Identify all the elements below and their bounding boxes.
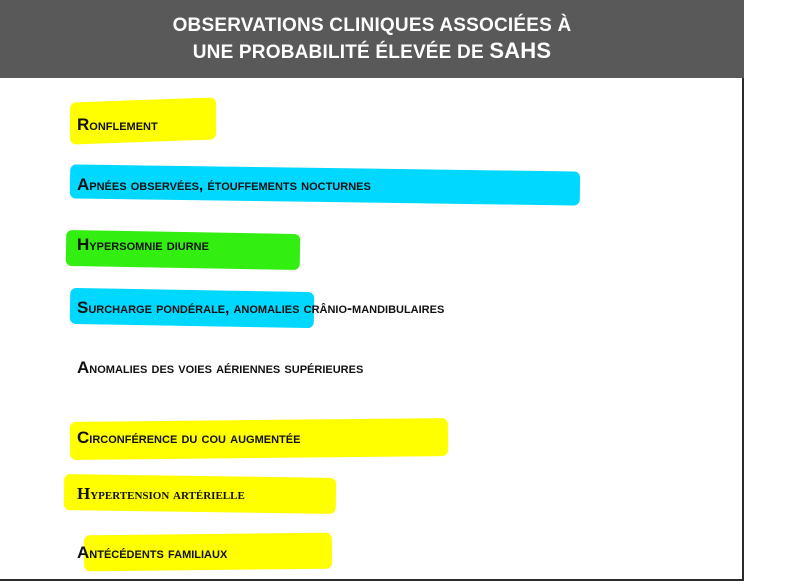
list-item-surcharge: Surcharge pondérale, anomalies crânio-mandibulaires bbox=[77, 298, 445, 317]
list-item-voies-aeriennes: Anomalies des voies aériennes supérieures bbox=[77, 358, 364, 377]
title-line-2 bbox=[0, 38, 744, 65]
list-item-hypersomnie: Hypersomnie diurne bbox=[77, 235, 209, 254]
title-acronym: SAHS bbox=[489, 38, 552, 63]
list-item-circonference: Circonférence du cou augmentée bbox=[77, 428, 301, 447]
title-line-2-text: UNE PROBABILITÉ ÉLEVÉE DE bbox=[192, 42, 490, 63]
list-item-antecedents: Antécédents familiaux bbox=[77, 543, 228, 562]
list-item-ronflement: Ronflement bbox=[77, 115, 158, 134]
title-line-1: OBSERVATIONS CLINIQUES ASSOCIÉES À bbox=[172, 15, 572, 36]
slide-title bbox=[0, 0, 744, 78]
list-item-hypertension: Hypertension artérielle bbox=[77, 484, 245, 503]
list-item-apnees: Apnées observées, étouffements nocturnes bbox=[77, 175, 371, 194]
